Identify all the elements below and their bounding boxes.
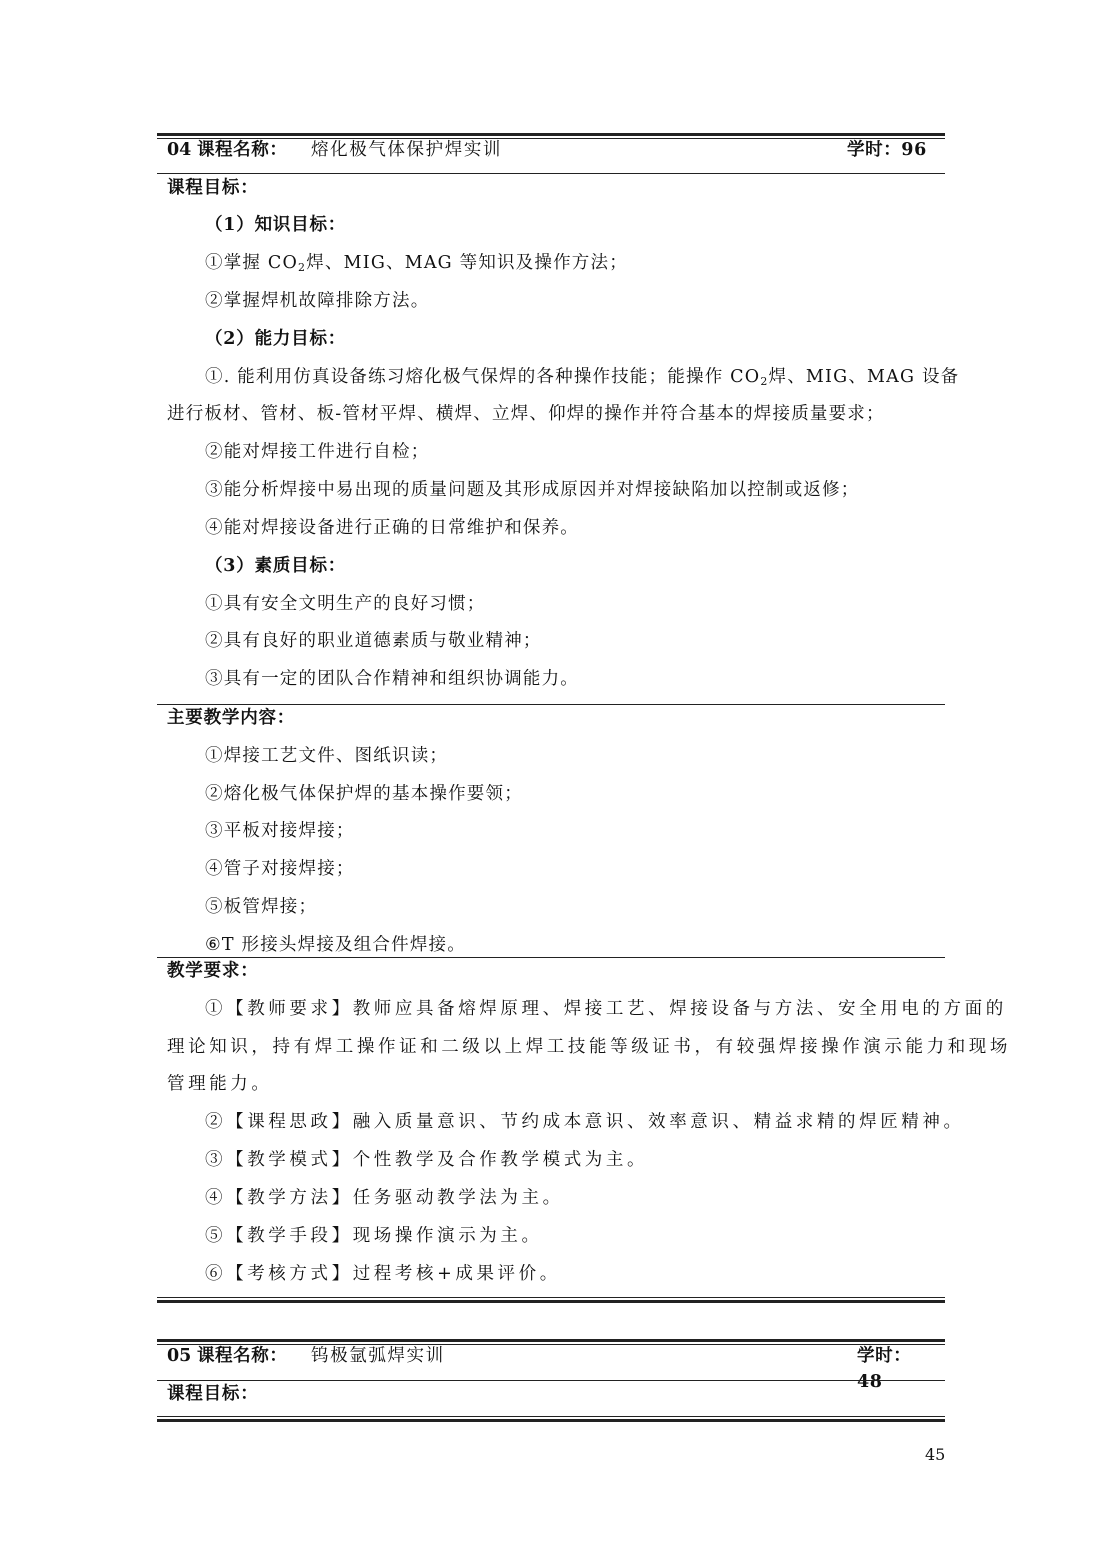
- objectives-title: 课程目标：: [167, 178, 259, 198]
- requirement-item-1-continued: 理论知识，持有焊工操作证和二级以上焊工技能等级证书，有较强焊接操作演示能力和现场: [167, 1037, 1011, 1057]
- knowledge-item-2: ②掌握焊机故障排除方法。: [205, 291, 430, 311]
- course-header-05: [167, 1343, 935, 1392]
- course-header-04: [167, 137, 935, 163]
- requirements-title: 教学要求：: [167, 961, 259, 981]
- ability-item-1: ①. 能利用仿真设备练习熔化极气保焊的各种操作技能；能操作 $CO_2$焊、MIG、MAG 设备: [205, 367, 960, 388]
- knowledge-objective-title: （1）知识目标：: [205, 215, 347, 235]
- content-item-2: ②熔化极气体保护焊的基本操作要领；: [205, 784, 523, 804]
- ability-item-2: ②能对焊接工件进行自检；: [205, 442, 430, 462]
- course-name: 钨极氩弧焊实训: [311, 1346, 445, 1366]
- table-bottom-rule: [157, 1416, 945, 1422]
- requirement-item-1: ①【教师要求】教师应具备熔焊原理、焊接工艺、焊接设备与方法、安全用电的方面的: [205, 999, 1007, 1019]
- ability-item-3: ③能分析焊接中易出现的质量问题及其形成原因并对焊接缺陷加以控制或返修；: [205, 480, 860, 500]
- requirement-item-1-end: 管理能力。: [167, 1074, 273, 1094]
- page-number: 45: [925, 1445, 946, 1464]
- objectives-title: 课程目标：: [167, 1384, 259, 1404]
- content-item-1: ①焊接工艺文件、图纸识读；: [205, 746, 449, 766]
- course-hours: 学时：96: [847, 140, 927, 160]
- row-divider: [157, 1380, 945, 1381]
- requirement-item-2: ②【课程思政】融入质量意识、节约成本意识、效率意识、精益求精的焊匠精神。: [205, 1112, 965, 1132]
- quality-item-2: ②具有良好的职业道德素质与敬业精神；: [205, 631, 542, 651]
- ability-item-1-continued: 进行板材、管材、板-管材平焊、横焊、立焊、仰焊的操作并符合基本的焊接质量要求；: [167, 404, 885, 424]
- course-code: 05: [167, 1346, 192, 1366]
- ability-item-4: ④能对焊接设备进行正确的日常维护和保养。: [205, 518, 579, 538]
- quality-item-1: ①具有安全文明生产的良好习惯；: [205, 594, 486, 614]
- content-item-6: ⑥T 形接头焊接及组合件焊接。: [205, 935, 466, 955]
- row-divider: [157, 704, 945, 705]
- content-title: 主要教学内容：: [167, 708, 296, 728]
- course-name-label: 课程名称：: [196, 1346, 288, 1366]
- requirement-item-5: ⑤【教学手段】现场操作演示为主。: [205, 1226, 543, 1246]
- row-divider: [157, 173, 945, 174]
- quality-objective-title: （3）素质目标：: [205, 556, 347, 576]
- requirement-item-3: ③【教学模式】个性教学及合作教学模式为主。: [205, 1150, 649, 1170]
- knowledge-item-1: ①掌握 $CO_2$焊、MIG、MAG 等知识及操作方法；: [205, 253, 628, 274]
- document-page: [157, 0, 1011, 1559]
- content-item-3: ③平板对接焊接；: [205, 821, 355, 841]
- content-item-4: ④管子对接焊接；: [205, 859, 355, 879]
- row-divider: [157, 957, 945, 958]
- course-name: 熔化极气体保护焊实训: [311, 140, 503, 160]
- course-code: 04: [167, 140, 192, 160]
- ability-objective-title: （2）能力目标：: [205, 329, 347, 349]
- quality-item-3: ③具有一定的团队合作精神和组织协调能力。: [205, 669, 579, 689]
- content-item-5: ⑤板管焊接；: [205, 897, 318, 917]
- requirement-item-6: ⑥【考核方式】过程考核+成果评价。: [205, 1264, 561, 1284]
- course-name-label: 课程名称：: [196, 140, 288, 160]
- requirement-item-4: ④【教学方法】任务驱动教学法为主。: [205, 1188, 564, 1208]
- course-hours: 学时：48: [857, 1346, 912, 1392]
- table-bottom-rule: [157, 1297, 945, 1303]
